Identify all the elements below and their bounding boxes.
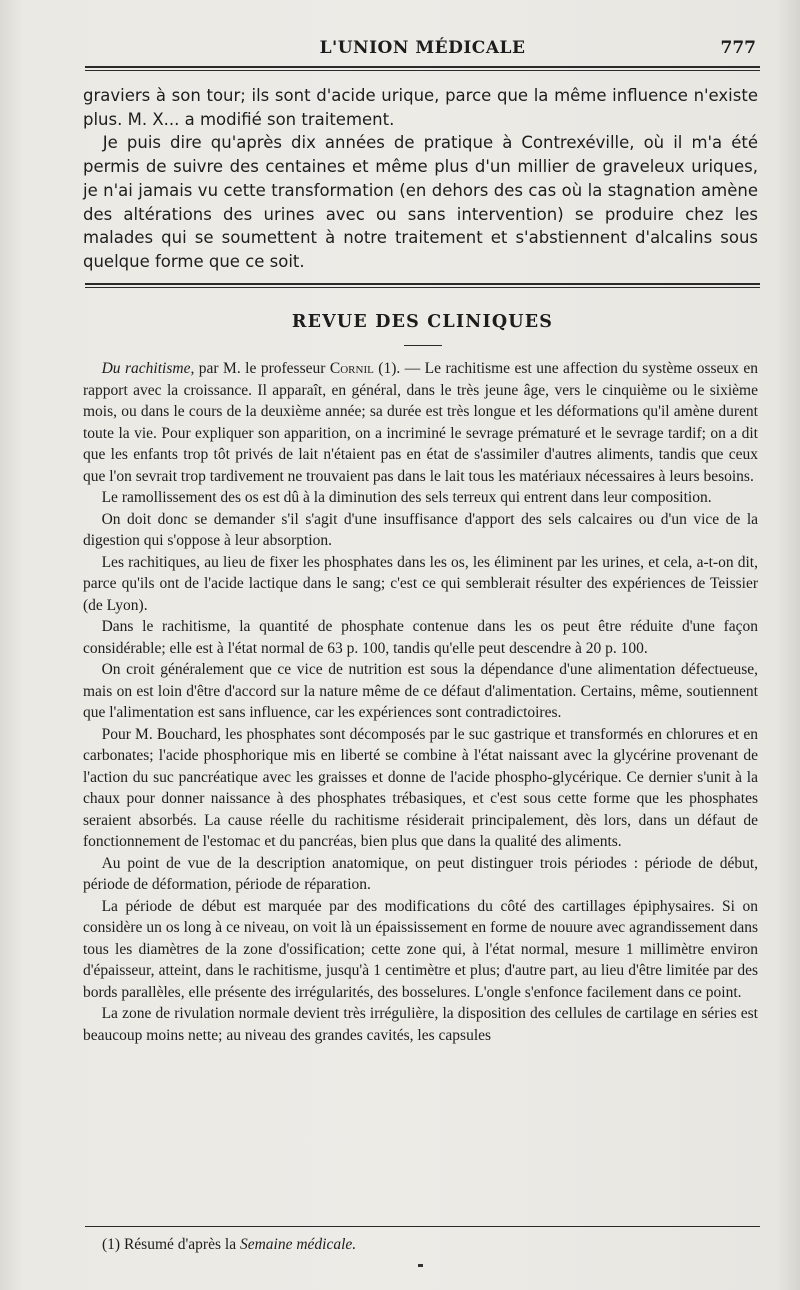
section-rule-thick (85, 283, 760, 285)
intro-text (83, 84, 758, 274)
footnote-source: Semaine médicale. (239, 1236, 357, 1253)
body-paragraph: Au point de vue de la description anatomique, on peut distinguer trois périodes : période de début, période de déformation, période de réparation. (83, 854, 758, 893)
footnote-text: Résumé d'après la (123, 1236, 237, 1253)
section-title: REVUE DES CLINIQUES (291, 312, 554, 332)
footnote-number: (1) (102, 1236, 121, 1253)
lead-text: (1). — Le rachitisme est une affection du système osseux en rapport avec la croissance. Il apparaît, en général, dans le très jeune âge, vers le cinquième ou le sixième mois, ou dans le cours de la deuxième année; sa durée est très longue et les déformations qu'il amène durent toute la vie. Pour expliquer son apparition, on a incriminé le sevrage prématuré et le sevrage tardif; on a dit que les enfants trop tôt privés de lait n'étaient pas en état de s'assimiler d'autres aliments, tandis que ceux que l'on sevrait trop tardivement ne trouvaient pas dans le lait tous les matériaux nécessaires à leurs besoins. (83, 360, 758, 485)
body-paragraph: On croit généralement que ce vice de nutrition est sous la dépendance d'une alimentation défectueuse, mais on est loin d'être d'accord sur la nature même de ce défaut d'alimentation. Certains, même, soutiennent que l'alimentation est sans influence, car les expériences sont contradictoires. (83, 661, 758, 721)
section-rule-thin (85, 287, 760, 288)
body-paragraph: La zone de rivulation normale devient très irrégulière, la disposition des cellules de cartilage en séries est beaucoup moins nette; au niveau des grandes cavités, les capsules (83, 1005, 758, 1044)
body-paragraph: Pour M. Bouchard, les phosphates sont décomposés par le suc gastrique et transformés en chlorures et en carbonates; l'acide phosphorique mis en liberté se combine à l'état naissant avec la glycérine provenant de l'action du suc pancréatique avec les graisses et donne de l'acide phospho-glycérique. Ce dernier s'unit à la chaux pour donner naissance à des phosphates trébasiques, et c'est sous cette forme que les phosphates seraient absorbés. La cause réelle du rachitisme résiderait principalement, dès lors, dans un défaut de fonctionnement de l'estomac et du pancréas, bien plus que dans la qualité des aliments. (83, 725, 758, 850)
body-paragraph: Dans le rachitisme, la quantité de phosphate contenue dans les os peut être réduite d'une façon considérable; elle est à l'état normal de 63 p. 100, tandis qu'elle peut descendre à 20 p. 100. (83, 618, 758, 657)
print-mark (418, 1264, 423, 1267)
intro-paragraph: graviers à son tour; ils sont d'acide urique, parce que la même influence n'existe plus. M. X... a modifié son traitement. (83, 86, 758, 129)
body-paragraph: On doit donc se demander s'il s'agit d'une insuffisance d'apport des sels calcaires ou d'un vice de la digestion qui s'oppose à leur absorption. (83, 510, 758, 549)
title-underline (404, 345, 442, 346)
body-paragraph: Le ramollissement des os est dû à la diminution des sels terreux qui entrent dans leur composition. (101, 489, 712, 506)
page-number: 777 (720, 38, 756, 58)
lead-author-name: Cornil (329, 360, 374, 377)
footnote-rule (85, 1226, 760, 1227)
body-paragraph: Les rachitiques, au lieu de fixer les phosphates dans les os, les éliminent par les urines, et cela, a-t-on dit, parce qu'ils ont de l'acide lactique dans le sang; c'est ce qui semblerait résulter des expériences de Teissier (de Lyon). (83, 553, 758, 614)
intro-paragraph: Je puis dire qu'après dix années de pratique à Contrexéville, où il m'a été permis de suivre des centaines et même plus d'un millier de graveleux uriques, je n'ai jamais vu cette transformation (en dehors des cas où la stagnation amène des altérations des urines avec ou sans intervention) se produire chez les malades qui se soumettent à notre traitement et s'abstiennent d'alcalins sous quelque forme que ce soit. (83, 133, 758, 271)
header-rule-thick (85, 66, 760, 68)
header-rule-thin (85, 70, 760, 71)
journal-title: L'UNION MÉDICALE (319, 38, 526, 58)
lead-title: Du rachitisme, (101, 360, 195, 377)
lead-author-prefix: par M. le professeur (198, 360, 326, 377)
body-paragraph: La période de début est marquée par des modifications du côté des cartillages épiphysaires. Si on considère un os long à ce niveau, on voit là un épaississement en forme de nouure avec agrandissement dans tous les diamètres de la zone d'ossification; cette zone qui, à l'état normal, mesure 1 millimètre environ d'épaisseur, atteint, dans le rachitisme, jusqu'à 1 centimètre et plus; d'autre part, au lieu d'être limitée par des bords parallèles, elle présente des irrégularités, des bosselures. L'ongle s'enfonce facilement dans ce point. (83, 897, 758, 1001)
article-body (83, 358, 758, 1046)
lead-paragraph (83, 358, 758, 487)
footnote (102, 1236, 742, 1254)
page-header (85, 38, 760, 64)
